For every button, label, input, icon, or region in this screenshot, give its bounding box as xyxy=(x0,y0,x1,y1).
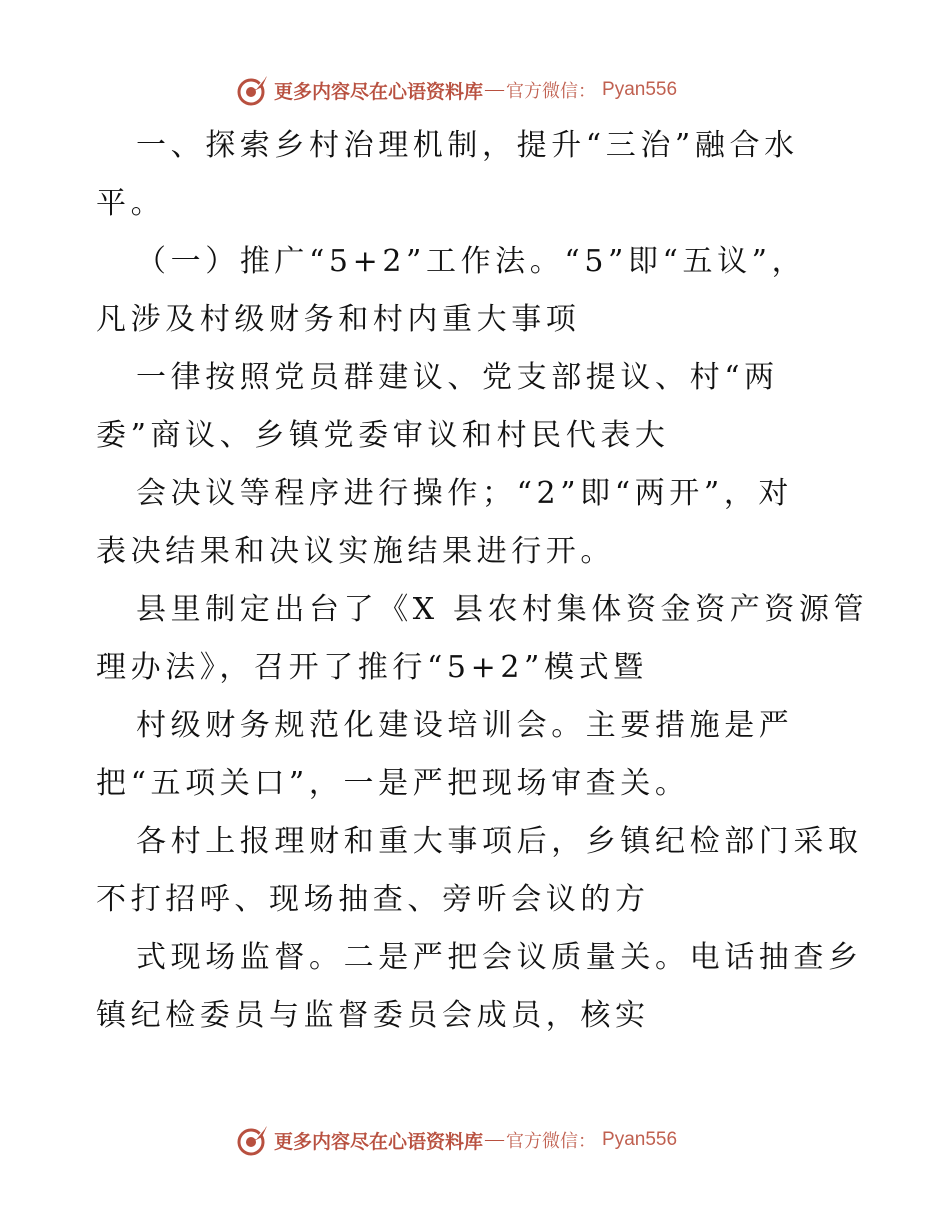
text-line: 县里制定出台了《X 县农村集体资金资产资源管 xyxy=(136,592,869,627)
banner-wechat-label: 官方微信： xyxy=(506,1131,597,1152)
text-line: 把“五项关口”，一是严把现场审查关。 xyxy=(96,766,690,801)
text-line: 平。 xyxy=(96,186,166,221)
banner-brand-text: 更多内容尽在心语资料库 xyxy=(274,80,484,103)
text-line: 一、探索乡村治理机制，提升“三治”融合水 xyxy=(136,128,799,163)
text-line: 不打招呼、现场抽查、旁听会议的方 xyxy=(96,882,650,917)
text-line: 一律按照党员群建议、党支部提议、村“两 xyxy=(136,360,779,395)
footer-watermark-banner xyxy=(236,1122,677,1158)
banner-wechat-id: Pyan556 xyxy=(602,1129,678,1150)
text-line: 理办法》，召开了推行“5+2”模式暨 xyxy=(96,650,648,685)
quill-logo-icon xyxy=(236,73,270,107)
text-line: 式现场监督。二是严把会议质量关。电话抽查乡 xyxy=(136,940,863,975)
banner-brand-text: 更多内容尽在心语资料库 xyxy=(274,1130,484,1153)
text-line: 委”商议、乡镇党委审议和村民代表大 xyxy=(96,418,670,453)
banner-dash: — xyxy=(485,79,505,100)
text-line: 会决议等程序进行操作；“2”即“两开”，对 xyxy=(136,476,794,511)
banner-wechat-id: Pyan556 xyxy=(602,79,678,100)
text-line: 表决结果和决议实施结果进行开。 xyxy=(96,534,615,569)
header-watermark-banner xyxy=(236,72,677,108)
text-line: 镇纪检委员与监督委员会成员，核实 xyxy=(96,998,650,1033)
text-line: 各村上报理财和重大事项后，乡镇纪检部门采取 xyxy=(136,824,863,859)
banner-dash: — xyxy=(485,1129,505,1150)
text-line: 凡涉及村级财务和村内重大事项 xyxy=(96,302,581,337)
text-line: 村级财务规范化建设培训会。主要措施是严 xyxy=(136,708,794,743)
quill-logo-icon xyxy=(236,1123,270,1157)
banner-wechat-label: 官方微信： xyxy=(506,81,597,102)
text-line: （一）推广“5+2”工作法。“5”即“五议”， xyxy=(136,244,807,279)
